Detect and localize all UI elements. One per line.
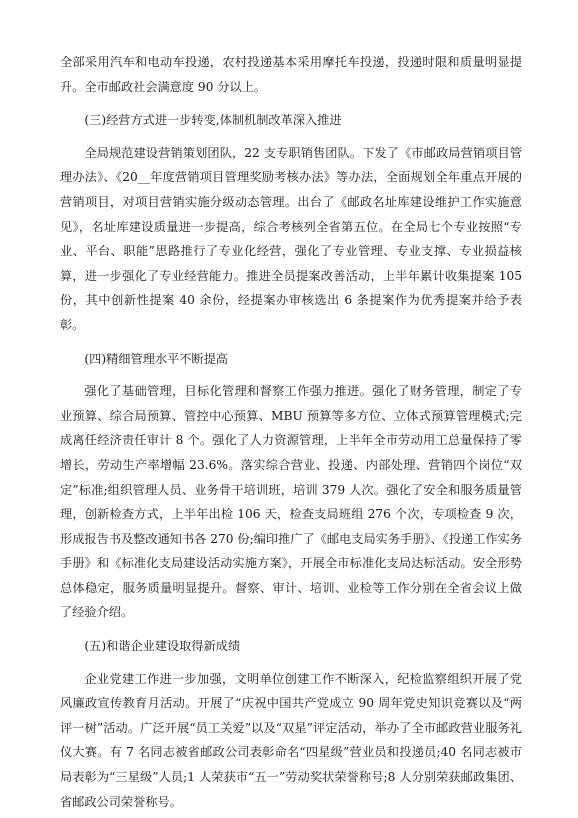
paragraph-business-reform: 全局规范建设营销策划团队，22 支专职销售团队。下发了《市邮政局营销项目管理办法》、《20__年度营销项目管理奖励考核办法》等办法，全面规划全年重点开展的营销项目，对项目营销实施分级动态管理。出台了《邮政名址库建设维护工作实施意见》，名址库建设质量进一步提高，综合考核列全省第五位。在全局七个专业按照“专业、平台、职能”思路推行了专业化经营，强化了专业管理、专业支撑、专业损益核算，进一步强化了专业经营能力。推进全员提案改善活动，上半年累计收集提案 105 份，其中创新性提案 40 余份，经提案办审核选出 6 条提案作为优秀提案并给予表彰。 (60, 145, 522, 332)
section-heading-3: (三)经营方式进一步转变,体制机制改革深入推进 (84, 113, 342, 128)
paragraph-harmonious-enterprise: 企业党建工作进一步加强，文明单位创建工作不断深入，纪检监察组织开展了党风廉政宣传教育月活动。开展了“庆祝中国共产党成立 90 周年党史知识竞赛以及“两评一树”活动。广泛开展“员工关爱”以及“双星”评定活动，举办了全市邮政营业服务礼仪大赛。有 7 名同志被省邮政公司表彰命名“四星级”营业员和投递员;40 名同志被市局表彰为“三星级”人员;1 人荣获市“五一”劳动奖状荣誉称号;8 人分别荣获邮政集团、省邮政公司荣誉称号。 (60, 671, 522, 809)
document-page (60, 50, 522, 814)
section-heading-5: (五)和谐企业建设取得新成绩 (84, 639, 241, 654)
section-heading-4: (四)精细管理水平不断提高 (84, 351, 228, 366)
paragraph-fine-management: 强化了基础管理，目标化管理和督察工作强力推进。强化了财务管理，制定了专业预算、综合局预算、管控中心预算、MBU 预算等多方位、立体式预算管理模式;完成离任经济责任审计 8 个。强化了人力资源管理，上半年全市劳动用工总量保持了零增长，劳动生产率增幅 23.6%。落实综合营业、投递、内部处理、营销四个岗位“双定”标准;组织管理人员、业务骨干培训班，培训 379 人次。强化了安全和服务质量管理，创新检查方式，上半年出检 106 天，检查支局班组 276 个次，专项检查 9 次，形成报告书及整改通知书各 270 份;编印推广了《邮电支局实务手册》、《投递工作实务手册》和《标准化支局建设活动实施方案》，开展全市标准化支局达标活动。安全形势总体稳定，服务质量明显提升。督察、审计、培训、业检等工作分别在全省会议上做了经验介绍。 (60, 384, 522, 620)
paragraph-continuation: 全部采用汽车和电动车投递，农村投递基本采用摩托车投递，投递时限和质量明显提升。全市邮政社会满意度 90 分以上。 (60, 55, 522, 94)
